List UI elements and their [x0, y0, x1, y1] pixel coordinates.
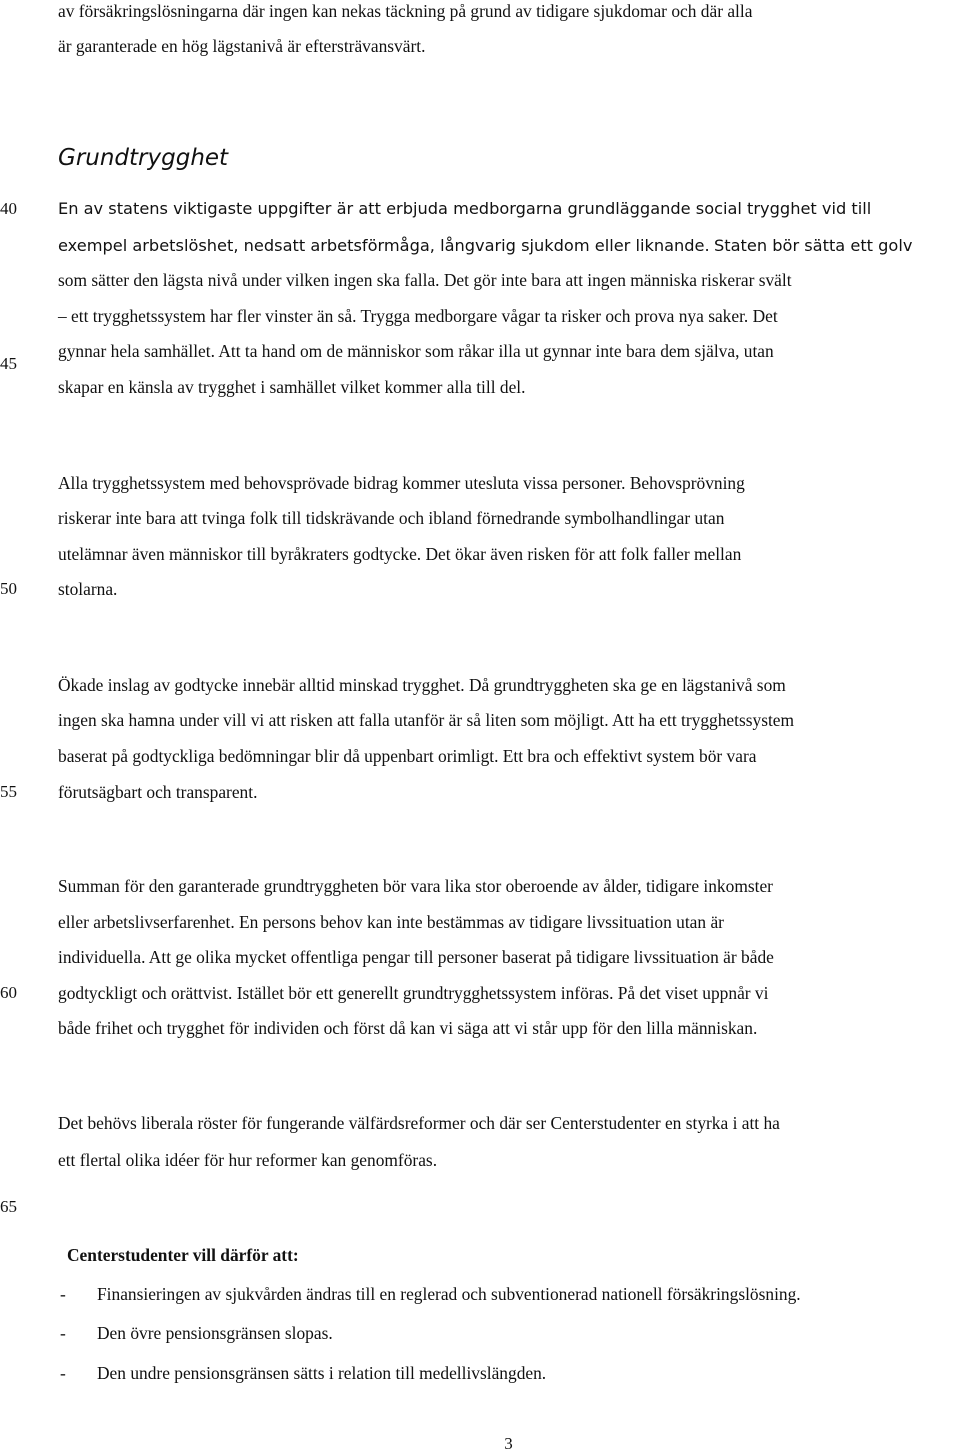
paragraph-4-line-2: eller arbetslivserfarenhet. En persons behov kan inte bestämmas av tidigare livssituation utan är [58, 912, 724, 932]
paragraph-4-line-5: både frihet och trygghet för individen och först då kan vi säga att vi står upp för den lilla människan. [58, 1018, 758, 1038]
paragraph-2-line-1: Alla trygghetssystem med behovsprövade bidrag kommer utesluta vissa personer. Behovsprövning [58, 473, 745, 493]
demand-dash: - [60, 1363, 66, 1383]
line-number-65: 65 [0, 1197, 17, 1216]
intro-line-2: är garanterade en hög lägstanivå är eftersträvansvärt. [58, 36, 426, 56]
paragraph-1-line-1: En av statens viktigaste uppgifter är att erbjuda medborgarna grundläggande social trygghet vid till [58, 199, 872, 218]
paragraph-3-line-1: Ökade inslag av godtycke innebär alltid minskad trygghet. Då grundtryggheten ska ge en lägstanivå som [58, 675, 786, 695]
demand-item [60, 1362, 546, 1384]
line-number-60: 60 [0, 983, 17, 1002]
demand-text: Den undre pensionsgränsen sätts i relation till medellivslängden. [97, 1363, 547, 1383]
page-number: 3 [504, 1434, 513, 1453]
paragraph-1-line-2-tail: Staten bör sätta ett golv [714, 236, 913, 255]
paragraph-1-line-3: som sätter den lägsta nivå under vilken ingen ska falla. Det gör inte bara att ingen människa riskerar svält [58, 270, 792, 290]
paragraph-1-line-2 [58, 234, 912, 257]
line-number-40: 40 [0, 199, 17, 218]
paragraph-4-line-3: individuella. Att ge olika mycket offentliga pengar till personer baserat på tidigare livssituation är både [58, 947, 774, 967]
paragraph-1-line-6: skapar en känsla av trygghet i samhället vilket kommer alla till del. [58, 377, 526, 397]
paragraph-5-line-1: Det behövs liberala röster för fungerande välfärdsreformer och där ser Centerstudenter en styrka i att ha [58, 1113, 780, 1133]
demand-item [60, 1283, 801, 1305]
paragraph-2-line-3: utelämnar även människor till byråkraters godtycke. Det ökar även risken för att folk faller mellan [58, 544, 742, 564]
section-title: Grundtrygghet [58, 145, 229, 171]
paragraph-4-line-1: Summan för den garanterade grundtryggheten bör vara lika stor oberoende av ålder, tidigare inkomster [58, 876, 773, 896]
demands-heading: Centerstudenter vill därför att: [67, 1245, 299, 1265]
line-number-50: 50 [0, 579, 17, 598]
demand-text: Den övre pensionsgränsen slopas. [97, 1323, 333, 1343]
paragraph-1-line-4: – ett trygghetssystem har fler vinster än så. Trygga medborgare vågar ta risker och prova nya saker. Det [58, 306, 778, 326]
line-number-45: 45 [0, 354, 17, 373]
demand-dash: - [60, 1323, 66, 1343]
demand-item [60, 1322, 333, 1344]
paragraph-1-line-5: gynnar hela samhället. Att ta hand om de människor som råkar illa ut gynnar inte bara dem själva, utan [58, 341, 774, 361]
demand-text: Finansieringen av sjukvården ändras till en reglerad och subventionerad nationell försäkringslösning. [97, 1284, 801, 1304]
paragraph-5-line-2: ett flertal olika idéer för hur reformer kan genomföras. [58, 1150, 438, 1170]
line-number-55: 55 [0, 782, 17, 801]
paragraph-2-line-2: riskerar inte bara att tvinga folk till tidskrävande och ibland förnedrande symbolhandlingar utan [58, 508, 725, 528]
paragraph-3-line-3: baserat på godtyckliga bedömningar blir då uppenbart orimligt. Ett bra och effektivt system bör vara [58, 746, 757, 766]
intro-line-1: av försäkringslösningarna där ingen kan nekas täckning på grund av tidigare sjukdomar och där alla [58, 1, 753, 21]
paragraph-2-line-4: stolarna. [58, 579, 118, 599]
paragraph-1-line-2-head: exempel arbetslöshet, nedsatt arbetsförmåga, långvarig sjukdom eller liknande. [58, 236, 710, 255]
paragraph-3-line-4: förutsägbart och transparent. [58, 782, 258, 802]
demand-dash: - [60, 1284, 66, 1304]
paragraph-3-line-2: ingen ska hamna under vill vi att risken att falla utanför är så liten som möjligt. Att ha ett trygghetssystem [58, 710, 795, 730]
paragraph-4-line-4: godtyckligt och orättvist. Istället bör ett generellt grundtrygghetssystem införas. På det viset uppnår vi [58, 983, 769, 1003]
